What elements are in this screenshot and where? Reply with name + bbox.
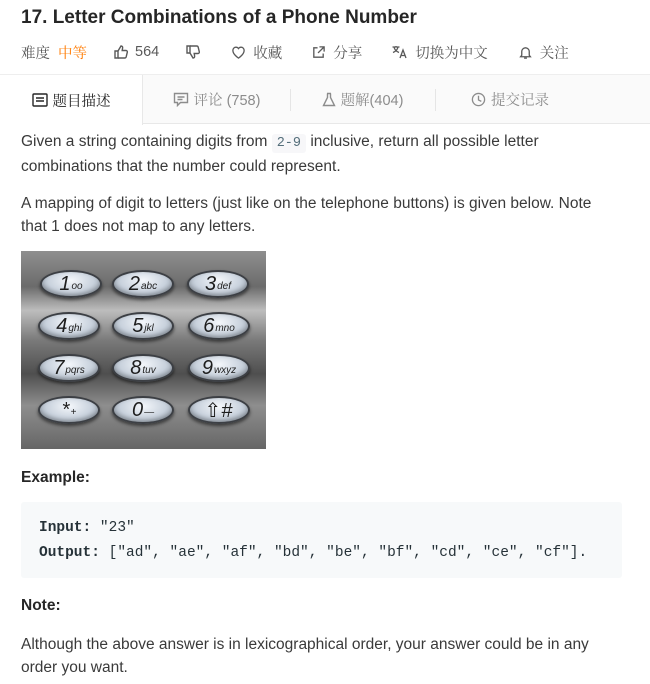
keypad-key — [38, 312, 100, 340]
key-digit: 9 — [201, 356, 213, 379]
key-digit: 0 — [131, 398, 144, 421]
thumbs-up-icon — [113, 44, 129, 60]
input-value: "23" — [99, 520, 135, 536]
keypad-key — [112, 270, 174, 298]
key-digit: * — [61, 398, 70, 421]
description-paragraph-1 — [21, 130, 621, 178]
flask-icon — [322, 92, 336, 107]
key-letters: ghi — [68, 322, 82, 334]
tab-description-label: 题目描述 — [52, 93, 111, 110]
keypad-key — [38, 396, 100, 424]
heart-icon — [231, 45, 246, 60]
phone-keypad-image — [21, 251, 266, 449]
example-output-line — [39, 541, 604, 566]
key-letters: def — [217, 280, 232, 292]
key-digit: 7 — [53, 356, 65, 379]
description-text: inclusive, return all possible letter combinations that the number could represent. — [21, 133, 539, 175]
key-digit: ⇧# — [204, 399, 233, 422]
comment-icon — [173, 92, 189, 107]
keypad-key — [112, 396, 174, 424]
output-label: Output: — [39, 545, 100, 561]
key-digit: 8 — [130, 356, 142, 379]
difficulty-value: 中等 — [58, 45, 87, 62]
problem-title: 17. Letter Combinations of a Phone Number — [21, 7, 417, 28]
description-paragraph-2: A mapping of digit to letters (just like on the telephone buttons) is given below. Note that 1 does not map to any letters. — [21, 195, 592, 235]
problem-meta-bar — [21, 41, 569, 63]
key-letters: pqrs — [65, 364, 85, 376]
description-text: Given a string containing digits from — [21, 133, 272, 150]
key-digit: 5 — [132, 314, 144, 337]
favorite-button[interactable] — [231, 42, 282, 63]
history-icon — [471, 92, 486, 107]
tab-solutions[interactable] — [290, 75, 435, 124]
keypad-key — [188, 396, 250, 424]
key-letters: oo — [71, 280, 83, 292]
bell-icon — [518, 45, 533, 60]
tab-submissions-label: 提交记录 — [491, 93, 549, 109]
keypad-key — [187, 270, 249, 298]
description-icon — [32, 93, 48, 107]
key-letters: abc — [141, 280, 158, 292]
key-digit: 3 — [204, 272, 217, 295]
follow-label: 关注 — [539, 45, 569, 62]
keypad-key — [188, 312, 250, 340]
keypad-key — [40, 270, 102, 298]
key-digit: 2 — [128, 272, 140, 295]
tab-solutions-label: 题解(404) — [340, 93, 404, 109]
keypad-key — [38, 354, 100, 382]
dislike-button[interactable] — [185, 44, 201, 60]
key-letters: wxyz — [213, 364, 237, 376]
key-letters: — — [144, 406, 155, 418]
thumbs-down-icon — [185, 44, 201, 60]
tab-comments[interactable] — [143, 75, 290, 124]
keypad-key — [112, 312, 174, 340]
translate-icon — [391, 44, 408, 60]
key-letters: mno — [215, 322, 235, 334]
input-label: Input: — [39, 520, 92, 536]
key-digit: 1 — [59, 272, 71, 295]
difficulty-label: 难度 — [21, 45, 50, 62]
share-label: 分享 — [333, 45, 363, 62]
like-button[interactable] — [113, 44, 159, 60]
note-heading: Note: — [21, 597, 61, 614]
digit-range-code: 2-9 — [272, 134, 306, 153]
key-letters: tuv — [142, 364, 156, 376]
key-digit: 4 — [56, 314, 68, 337]
share-button[interactable] — [311, 42, 362, 63]
keypad-key — [188, 354, 250, 382]
language-toggle-button[interactable] — [391, 42, 488, 63]
output-value: ["ad", "ae", "af", "bd", "be", "bf", "cd", "ce", "cf"]. — [108, 545, 588, 561]
tab-submissions[interactable] — [435, 75, 585, 124]
keypad-key — [112, 354, 174, 382]
example-input-line — [39, 516, 604, 541]
favorite-label: 收藏 — [253, 45, 283, 62]
note-text: Although the above answer is in lexicographical order, your answer could be in any order you want. — [21, 636, 589, 676]
follow-button[interactable] — [518, 42, 569, 63]
problem-tabs — [0, 74, 650, 124]
tab-comments-label: 评论 (758) — [193, 93, 261, 109]
key-letters: jkl — [144, 322, 154, 334]
like-count: 564 — [135, 44, 160, 60]
example-code-block — [21, 502, 622, 578]
key-digit: 6 — [203, 314, 215, 337]
example-heading: Example: — [21, 469, 90, 486]
share-icon — [311, 45, 326, 60]
language-toggle-label: 切换为中文 — [415, 45, 488, 62]
tab-description[interactable] — [0, 75, 143, 125]
key-letters: + — [70, 406, 77, 418]
